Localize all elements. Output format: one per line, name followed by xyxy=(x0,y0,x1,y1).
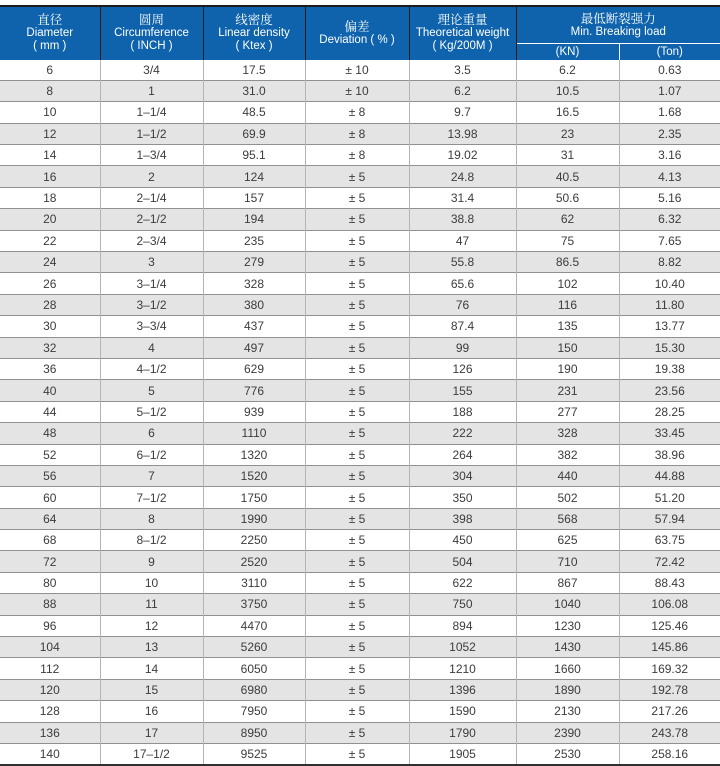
header-cell-linear-density xyxy=(203,6,305,60)
table-cell: 52 xyxy=(0,444,100,465)
table-cell: 4 xyxy=(100,337,203,358)
table-cell: 76 xyxy=(409,294,516,315)
table-cell: 1590 xyxy=(409,701,516,722)
table-cell: 1990 xyxy=(203,508,305,529)
table-row xyxy=(0,744,720,766)
table-cell: ± 5 xyxy=(305,701,409,722)
table-cell: 55.8 xyxy=(409,252,516,273)
table-cell: 69.9 xyxy=(203,123,305,144)
table-cell: 1396 xyxy=(409,679,516,700)
table-cell: 1052 xyxy=(409,637,516,658)
header-cell-diameter xyxy=(0,6,100,60)
table-cell: ± 8 xyxy=(305,123,409,144)
table-cell: ± 5 xyxy=(305,316,409,337)
table-cell: 1.68 xyxy=(619,102,720,123)
table-cell: 6980 xyxy=(203,679,305,700)
table-cell: 15 xyxy=(100,679,203,700)
table-cell: 190 xyxy=(516,358,619,379)
table-cell: 12 xyxy=(0,123,100,144)
table-row xyxy=(0,273,720,294)
table-cell: 3–3/4 xyxy=(100,316,203,337)
table-cell: 31.0 xyxy=(203,80,305,101)
table-cell: ± 5 xyxy=(305,166,409,187)
table-cell: 8 xyxy=(100,508,203,529)
table-cell: 51.20 xyxy=(619,487,720,508)
table-cell: 437 xyxy=(203,316,305,337)
table-cell: 87.4 xyxy=(409,316,516,337)
table-cell: 4–1/2 xyxy=(100,358,203,379)
table-cell: ± 5 xyxy=(305,444,409,465)
table-cell: 7–1/2 xyxy=(100,487,203,508)
table-row xyxy=(0,423,720,444)
table-row xyxy=(0,508,720,529)
table-cell: 188 xyxy=(409,401,516,422)
table-cell: 1320 xyxy=(203,444,305,465)
table-cell: ± 8 xyxy=(305,102,409,123)
table-cell: 13 xyxy=(100,637,203,658)
table-cell: 450 xyxy=(409,530,516,551)
header-deviation-en: Deviation ( % ) xyxy=(306,34,409,47)
table-cell: 11.80 xyxy=(619,294,720,315)
table-cell: 102 xyxy=(516,273,619,294)
table-row xyxy=(0,316,720,337)
table-cell: ± 5 xyxy=(305,273,409,294)
table-cell: 1 xyxy=(100,80,203,101)
table-cell: 47 xyxy=(409,230,516,251)
table-row xyxy=(0,230,720,251)
table-row xyxy=(0,615,720,636)
header-cell-theoretical-weight xyxy=(409,6,516,60)
table-cell: 350 xyxy=(409,487,516,508)
table-cell: 116 xyxy=(516,294,619,315)
table-cell: 2520 xyxy=(203,551,305,572)
table-cell: ± 5 xyxy=(305,722,409,743)
table-cell: 192.78 xyxy=(619,679,720,700)
table-cell: 120 xyxy=(0,679,100,700)
table-cell: 48 xyxy=(0,423,100,444)
table-cell: 40 xyxy=(0,380,100,401)
table-row xyxy=(0,252,720,273)
header-diameter-en: Diameter xyxy=(0,27,100,40)
table-cell: ± 8 xyxy=(305,145,409,166)
table-cell: 135 xyxy=(516,316,619,337)
table-cell: 88.43 xyxy=(619,572,720,593)
table-cell: ± 5 xyxy=(305,572,409,593)
table-cell: 710 xyxy=(516,551,619,572)
header-circumference-zh: 圆周 xyxy=(101,13,203,27)
table-cell: 104 xyxy=(0,637,100,658)
table-cell: 328 xyxy=(203,273,305,294)
table-cell: 502 xyxy=(516,487,619,508)
table-cell: 939 xyxy=(203,401,305,422)
table-cell: 32 xyxy=(0,337,100,358)
header-diameter-zh: 直径 xyxy=(0,13,100,27)
table-cell: 2250 xyxy=(203,530,305,551)
table-cell: 7950 xyxy=(203,701,305,722)
table-cell: ± 5 xyxy=(305,658,409,679)
table-cell: 1905 xyxy=(409,744,516,766)
table-row xyxy=(0,637,720,658)
table-row xyxy=(0,530,720,551)
table-cell: 1040 xyxy=(516,594,619,615)
table-cell: ± 5 xyxy=(305,209,409,230)
header-theoretical-weight-unit: ( Kg/200M ) xyxy=(410,40,516,53)
table-header xyxy=(0,6,720,60)
table-cell: ± 5 xyxy=(305,252,409,273)
table-cell: 17–1/2 xyxy=(100,744,203,766)
table-cell: 106.08 xyxy=(619,594,720,615)
table-cell: 8 xyxy=(0,80,100,101)
table-cell: 231 xyxy=(516,380,619,401)
table-cell: 38.96 xyxy=(619,444,720,465)
table-cell: 750 xyxy=(409,594,516,615)
table-cell: 126 xyxy=(409,358,516,379)
header-cell-kn: (KN) xyxy=(516,44,619,60)
table-cell: 1230 xyxy=(516,615,619,636)
table-cell: 22 xyxy=(0,230,100,251)
table-cell: 125.46 xyxy=(619,615,720,636)
header-breaking-load-en: Min. Breaking load xyxy=(517,26,720,39)
table-cell: ± 5 xyxy=(305,487,409,508)
table-cell: 4.13 xyxy=(619,166,720,187)
table-cell: ± 5 xyxy=(305,744,409,766)
table-cell: 99 xyxy=(409,337,516,358)
table-cell: 33.45 xyxy=(619,423,720,444)
table-cell: 40.5 xyxy=(516,166,619,187)
table-cell: 1210 xyxy=(409,658,516,679)
table-cell: 894 xyxy=(409,615,516,636)
table-cell: 11 xyxy=(100,594,203,615)
table-cell: 497 xyxy=(203,337,305,358)
table-cell: 7.65 xyxy=(619,230,720,251)
table-cell: 5260 xyxy=(203,637,305,658)
table-row xyxy=(0,380,720,401)
table-cell: 6.2 xyxy=(409,80,516,101)
table-cell: 145.86 xyxy=(619,637,720,658)
table-cell: 150 xyxy=(516,337,619,358)
table-cell: 96 xyxy=(0,615,100,636)
table-cell: 169.32 xyxy=(619,658,720,679)
table-cell: 68 xyxy=(0,530,100,551)
table-cell: 30 xyxy=(0,316,100,337)
table-cell: 1430 xyxy=(516,637,619,658)
table-cell: 217.26 xyxy=(619,701,720,722)
table-row xyxy=(0,722,720,743)
header-theoretical-weight-en: Theoretical weight xyxy=(410,27,516,40)
table-cell: 140 xyxy=(0,744,100,766)
table-cell: ± 10 xyxy=(305,80,409,101)
table-cell: 2–3/4 xyxy=(100,230,203,251)
table-cell: 279 xyxy=(203,252,305,273)
table-cell: 44.88 xyxy=(619,465,720,486)
table-cell: 23.56 xyxy=(619,380,720,401)
table-cell: 3–1/2 xyxy=(100,294,203,315)
table-cell: 2–1/2 xyxy=(100,209,203,230)
table-cell: 867 xyxy=(516,572,619,593)
table-cell: 1–1/2 xyxy=(100,123,203,144)
table-cell: 157 xyxy=(203,187,305,208)
table-cell: 1750 xyxy=(203,487,305,508)
table-cell: 243.78 xyxy=(619,722,720,743)
table-cell: 26 xyxy=(0,273,100,294)
table-cell: 1660 xyxy=(516,658,619,679)
table-cell: 62 xyxy=(516,209,619,230)
table-cell: 112 xyxy=(0,658,100,679)
table-cell: 50.6 xyxy=(516,187,619,208)
table-row xyxy=(0,551,720,572)
table-cell: 16 xyxy=(100,701,203,722)
table-cell: ± 5 xyxy=(305,337,409,358)
table-cell: 10 xyxy=(100,572,203,593)
header-circumference-en: Circumference xyxy=(101,27,203,40)
table-row xyxy=(0,658,720,679)
table-cell: ± 5 xyxy=(305,358,409,379)
table-row xyxy=(0,465,720,486)
table-cell: 6 xyxy=(0,60,100,81)
table-cell: 13.77 xyxy=(619,316,720,337)
table-cell: 64 xyxy=(0,508,100,529)
header-breaking-load-zh: 最低断裂强力 xyxy=(517,12,720,26)
table-cell: 9525 xyxy=(203,744,305,766)
table-cell: ± 5 xyxy=(305,637,409,658)
table-cell: 3/4 xyxy=(100,60,203,81)
table-row xyxy=(0,145,720,166)
table-cell: 1–1/4 xyxy=(100,102,203,123)
table-cell: 17.5 xyxy=(203,60,305,81)
table-cell: 2 xyxy=(100,166,203,187)
table-row xyxy=(0,102,720,123)
table-cell: ± 5 xyxy=(305,401,409,422)
table-cell: 44 xyxy=(0,401,100,422)
table-cell: 128 xyxy=(0,701,100,722)
table-row xyxy=(0,80,720,101)
table-cell: ± 5 xyxy=(305,530,409,551)
table-cell: 8.82 xyxy=(619,252,720,273)
table-cell: 382 xyxy=(516,444,619,465)
table-cell: 10 xyxy=(0,102,100,123)
table-cell: 4470 xyxy=(203,615,305,636)
table-cell: 8950 xyxy=(203,722,305,743)
table-cell: 28.25 xyxy=(619,401,720,422)
table-row xyxy=(0,594,720,615)
table-cell: 9.7 xyxy=(409,102,516,123)
table-row xyxy=(0,358,720,379)
table-cell: ± 5 xyxy=(305,615,409,636)
table-cell: 6050 xyxy=(203,658,305,679)
table-cell: 277 xyxy=(516,401,619,422)
table-cell: 194 xyxy=(203,209,305,230)
table-cell: 24.8 xyxy=(409,166,516,187)
table-cell: 36 xyxy=(0,358,100,379)
table-cell: 23 xyxy=(516,123,619,144)
table-cell: 80 xyxy=(0,572,100,593)
table-cell: 16 xyxy=(0,166,100,187)
table-row xyxy=(0,166,720,187)
table-cell: 60 xyxy=(0,487,100,508)
table-cell: 258.16 xyxy=(619,744,720,766)
table-cell: 15.30 xyxy=(619,337,720,358)
table-cell: 2530 xyxy=(516,744,619,766)
table-row xyxy=(0,123,720,144)
table-cell: 14 xyxy=(100,658,203,679)
header-cell-circumference xyxy=(100,6,203,60)
table-cell: 12 xyxy=(100,615,203,636)
header-circumference-unit: ( INCH ) xyxy=(101,40,203,53)
table-cell: ± 5 xyxy=(305,187,409,208)
table-cell: ± 10 xyxy=(305,60,409,81)
table-cell: 1.07 xyxy=(619,80,720,101)
table-cell: 5 xyxy=(100,380,203,401)
table-cell: 380 xyxy=(203,294,305,315)
table-row xyxy=(0,294,720,315)
table-row xyxy=(0,679,720,700)
table-cell: 5.16 xyxy=(619,187,720,208)
table-cell: 86.5 xyxy=(516,252,619,273)
table-cell: 124 xyxy=(203,166,305,187)
table-cell: 17 xyxy=(100,722,203,743)
table-cell: 95.1 xyxy=(203,145,305,166)
table-cell: ± 5 xyxy=(305,294,409,315)
table-cell: 3–1/4 xyxy=(100,273,203,294)
table-cell: 48.5 xyxy=(203,102,305,123)
table-cell: 3110 xyxy=(203,572,305,593)
table-cell: ± 5 xyxy=(305,679,409,700)
table-cell: 75 xyxy=(516,230,619,251)
table-cell: 88 xyxy=(0,594,100,615)
table-cell: 16.5 xyxy=(516,102,619,123)
table-cell: 2.35 xyxy=(619,123,720,144)
table-cell: 57.94 xyxy=(619,508,720,529)
table-cell: ± 5 xyxy=(305,465,409,486)
table-cell: 235 xyxy=(203,230,305,251)
header-diameter-unit: ( mm ) xyxy=(0,40,100,53)
table-cell: 1–3/4 xyxy=(100,145,203,166)
table-cell: 622 xyxy=(409,572,516,593)
table-row xyxy=(0,487,720,508)
table-cell: 3 xyxy=(100,252,203,273)
table-cell: 31 xyxy=(516,145,619,166)
table-cell: 1890 xyxy=(516,679,619,700)
table-cell: 10.40 xyxy=(619,273,720,294)
table-cell: 398 xyxy=(409,508,516,529)
table-cell: 14 xyxy=(0,145,100,166)
table-cell: 625 xyxy=(516,530,619,551)
header-linear-density-unit: ( Ktex ) xyxy=(204,40,305,53)
table-cell: ± 5 xyxy=(305,551,409,572)
table-cell: 1110 xyxy=(203,423,305,444)
table-cell: 72 xyxy=(0,551,100,572)
table-cell: 3.16 xyxy=(619,145,720,166)
table-cell: 9 xyxy=(100,551,203,572)
header-deviation-zh: 偏差 xyxy=(306,20,409,34)
table-cell: 136 xyxy=(0,722,100,743)
table-cell: 504 xyxy=(409,551,516,572)
table-cell: 2130 xyxy=(516,701,619,722)
table-cell: 19.38 xyxy=(619,358,720,379)
table-row xyxy=(0,572,720,593)
table-cell: 19.02 xyxy=(409,145,516,166)
table-row xyxy=(0,209,720,230)
table-cell: 8–1/2 xyxy=(100,530,203,551)
table-cell: 72.42 xyxy=(619,551,720,572)
table-cell: 6–1/2 xyxy=(100,444,203,465)
table-cell: ± 5 xyxy=(305,594,409,615)
table-row xyxy=(0,187,720,208)
table-cell: 264 xyxy=(409,444,516,465)
header-cell-breaking-load-group xyxy=(516,6,720,44)
table-cell: 3.5 xyxy=(409,60,516,81)
table-cell: 568 xyxy=(516,508,619,529)
table-cell: 6.2 xyxy=(516,60,619,81)
table-cell: 2–1/4 xyxy=(100,187,203,208)
table-cell: ± 5 xyxy=(305,380,409,401)
table-row xyxy=(0,337,720,358)
table-cell: 3750 xyxy=(203,594,305,615)
table-cell: 440 xyxy=(516,465,619,486)
table-row xyxy=(0,60,720,81)
table-cell: 328 xyxy=(516,423,619,444)
table-row xyxy=(0,444,720,465)
table-cell: 155 xyxy=(409,380,516,401)
table-cell: 629 xyxy=(203,358,305,379)
header-linear-density-zh: 线密度 xyxy=(204,13,305,27)
table-cell: 1790 xyxy=(409,722,516,743)
table-cell: ± 5 xyxy=(305,423,409,444)
rope-spec-table xyxy=(0,5,720,766)
table-cell: 5–1/2 xyxy=(100,401,203,422)
table-cell: 56 xyxy=(0,465,100,486)
table-cell: 28 xyxy=(0,294,100,315)
table-cell: 6.32 xyxy=(619,209,720,230)
table-row xyxy=(0,701,720,722)
table-body xyxy=(0,60,720,766)
table-cell: ± 5 xyxy=(305,230,409,251)
header-cell-ton: (Ton) xyxy=(619,44,720,60)
table-cell: 13.98 xyxy=(409,123,516,144)
table-cell: 0.63 xyxy=(619,60,720,81)
table-cell: 20 xyxy=(0,209,100,230)
table-cell: 7 xyxy=(100,465,203,486)
table-cell: 304 xyxy=(409,465,516,486)
table-cell: ± 5 xyxy=(305,508,409,529)
table-cell: 63.75 xyxy=(619,530,720,551)
header-cell-deviation xyxy=(305,6,409,60)
table-cell: 31.4 xyxy=(409,187,516,208)
table-cell: 18 xyxy=(0,187,100,208)
table-cell: 38.8 xyxy=(409,209,516,230)
table-cell: 65.6 xyxy=(409,273,516,294)
table-cell: 222 xyxy=(409,423,516,444)
table-cell: 10.5 xyxy=(516,80,619,101)
header-linear-density-en: Linear density xyxy=(204,27,305,40)
table-cell: 24 xyxy=(0,252,100,273)
table-cell: 2390 xyxy=(516,722,619,743)
table-cell: 1520 xyxy=(203,465,305,486)
table-row xyxy=(0,401,720,422)
table-cell: 6 xyxy=(100,423,203,444)
header-theoretical-weight-zh: 理论重量 xyxy=(410,13,516,27)
table-cell: 776 xyxy=(203,380,305,401)
